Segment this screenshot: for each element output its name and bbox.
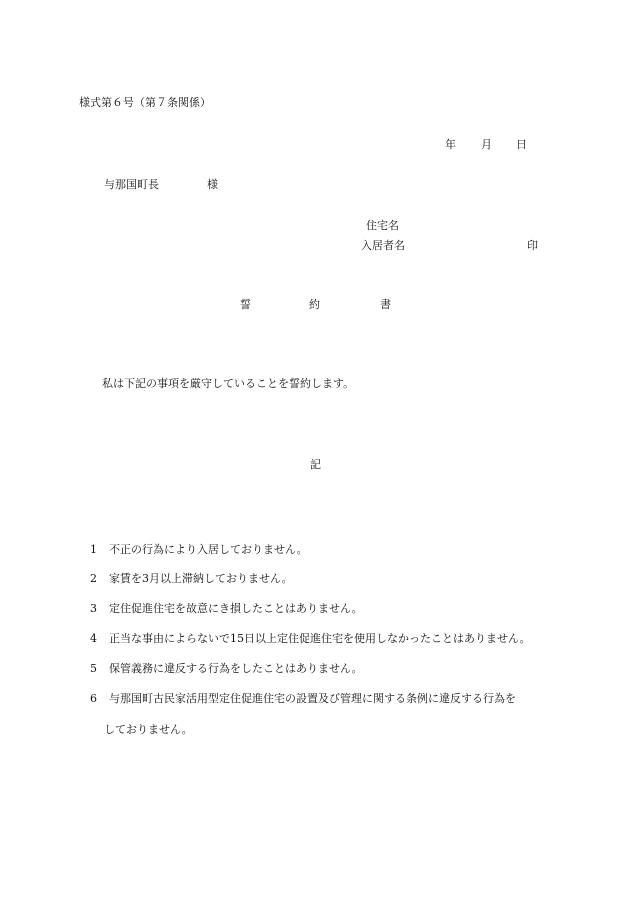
item-text: 保管義務に違反する行為をしたことはありません。 [109, 662, 363, 675]
item-text: 定住促進住宅を故意にき損したことはありません。 [109, 602, 363, 615]
item-number: 4 [90, 632, 97, 645]
title-char: 約 [309, 298, 320, 311]
item-text-continuation: しておりません。 [104, 723, 193, 736]
addressee-name: 与那国町長 [104, 178, 159, 191]
item-number: 6 [90, 692, 97, 705]
housing-name-label: 住宅名 [366, 219, 399, 232]
seal-label: 印 [527, 239, 538, 252]
item-text: 不正の行為により入居しておりません。 [109, 543, 308, 556]
title-char: 書 [380, 298, 391, 311]
item-number: 1 [90, 543, 97, 556]
title-char: 誓 [240, 298, 251, 311]
item-text: 正当な事由によらないで15日以上定住促進住宅を使用しなかったことはありません。 [109, 632, 531, 645]
item-text: 与那国町古民家活用型定住促進住宅の設置及び管理に関する条例に違反する行為を [109, 692, 516, 705]
item-number: 2 [90, 572, 97, 585]
form-number: 様式第６号（第７条関係） [79, 96, 211, 109]
date-day-label: 日 [516, 138, 527, 151]
item-text: 家賃を3月以上滞納しておりません。 [109, 572, 293, 585]
addressee-honorific: 様 [207, 178, 218, 191]
ki-heading: 記 [310, 458, 321, 471]
date-month-label: 月 [481, 138, 492, 151]
date-year-label: 年 [445, 138, 456, 151]
pledge-statement: 私は下記の事項を厳守していることを誓約します。 [102, 377, 355, 390]
item-number: 3 [90, 602, 97, 615]
resident-name-label: 入居者名 [361, 239, 405, 252]
item-number: 5 [90, 662, 97, 675]
